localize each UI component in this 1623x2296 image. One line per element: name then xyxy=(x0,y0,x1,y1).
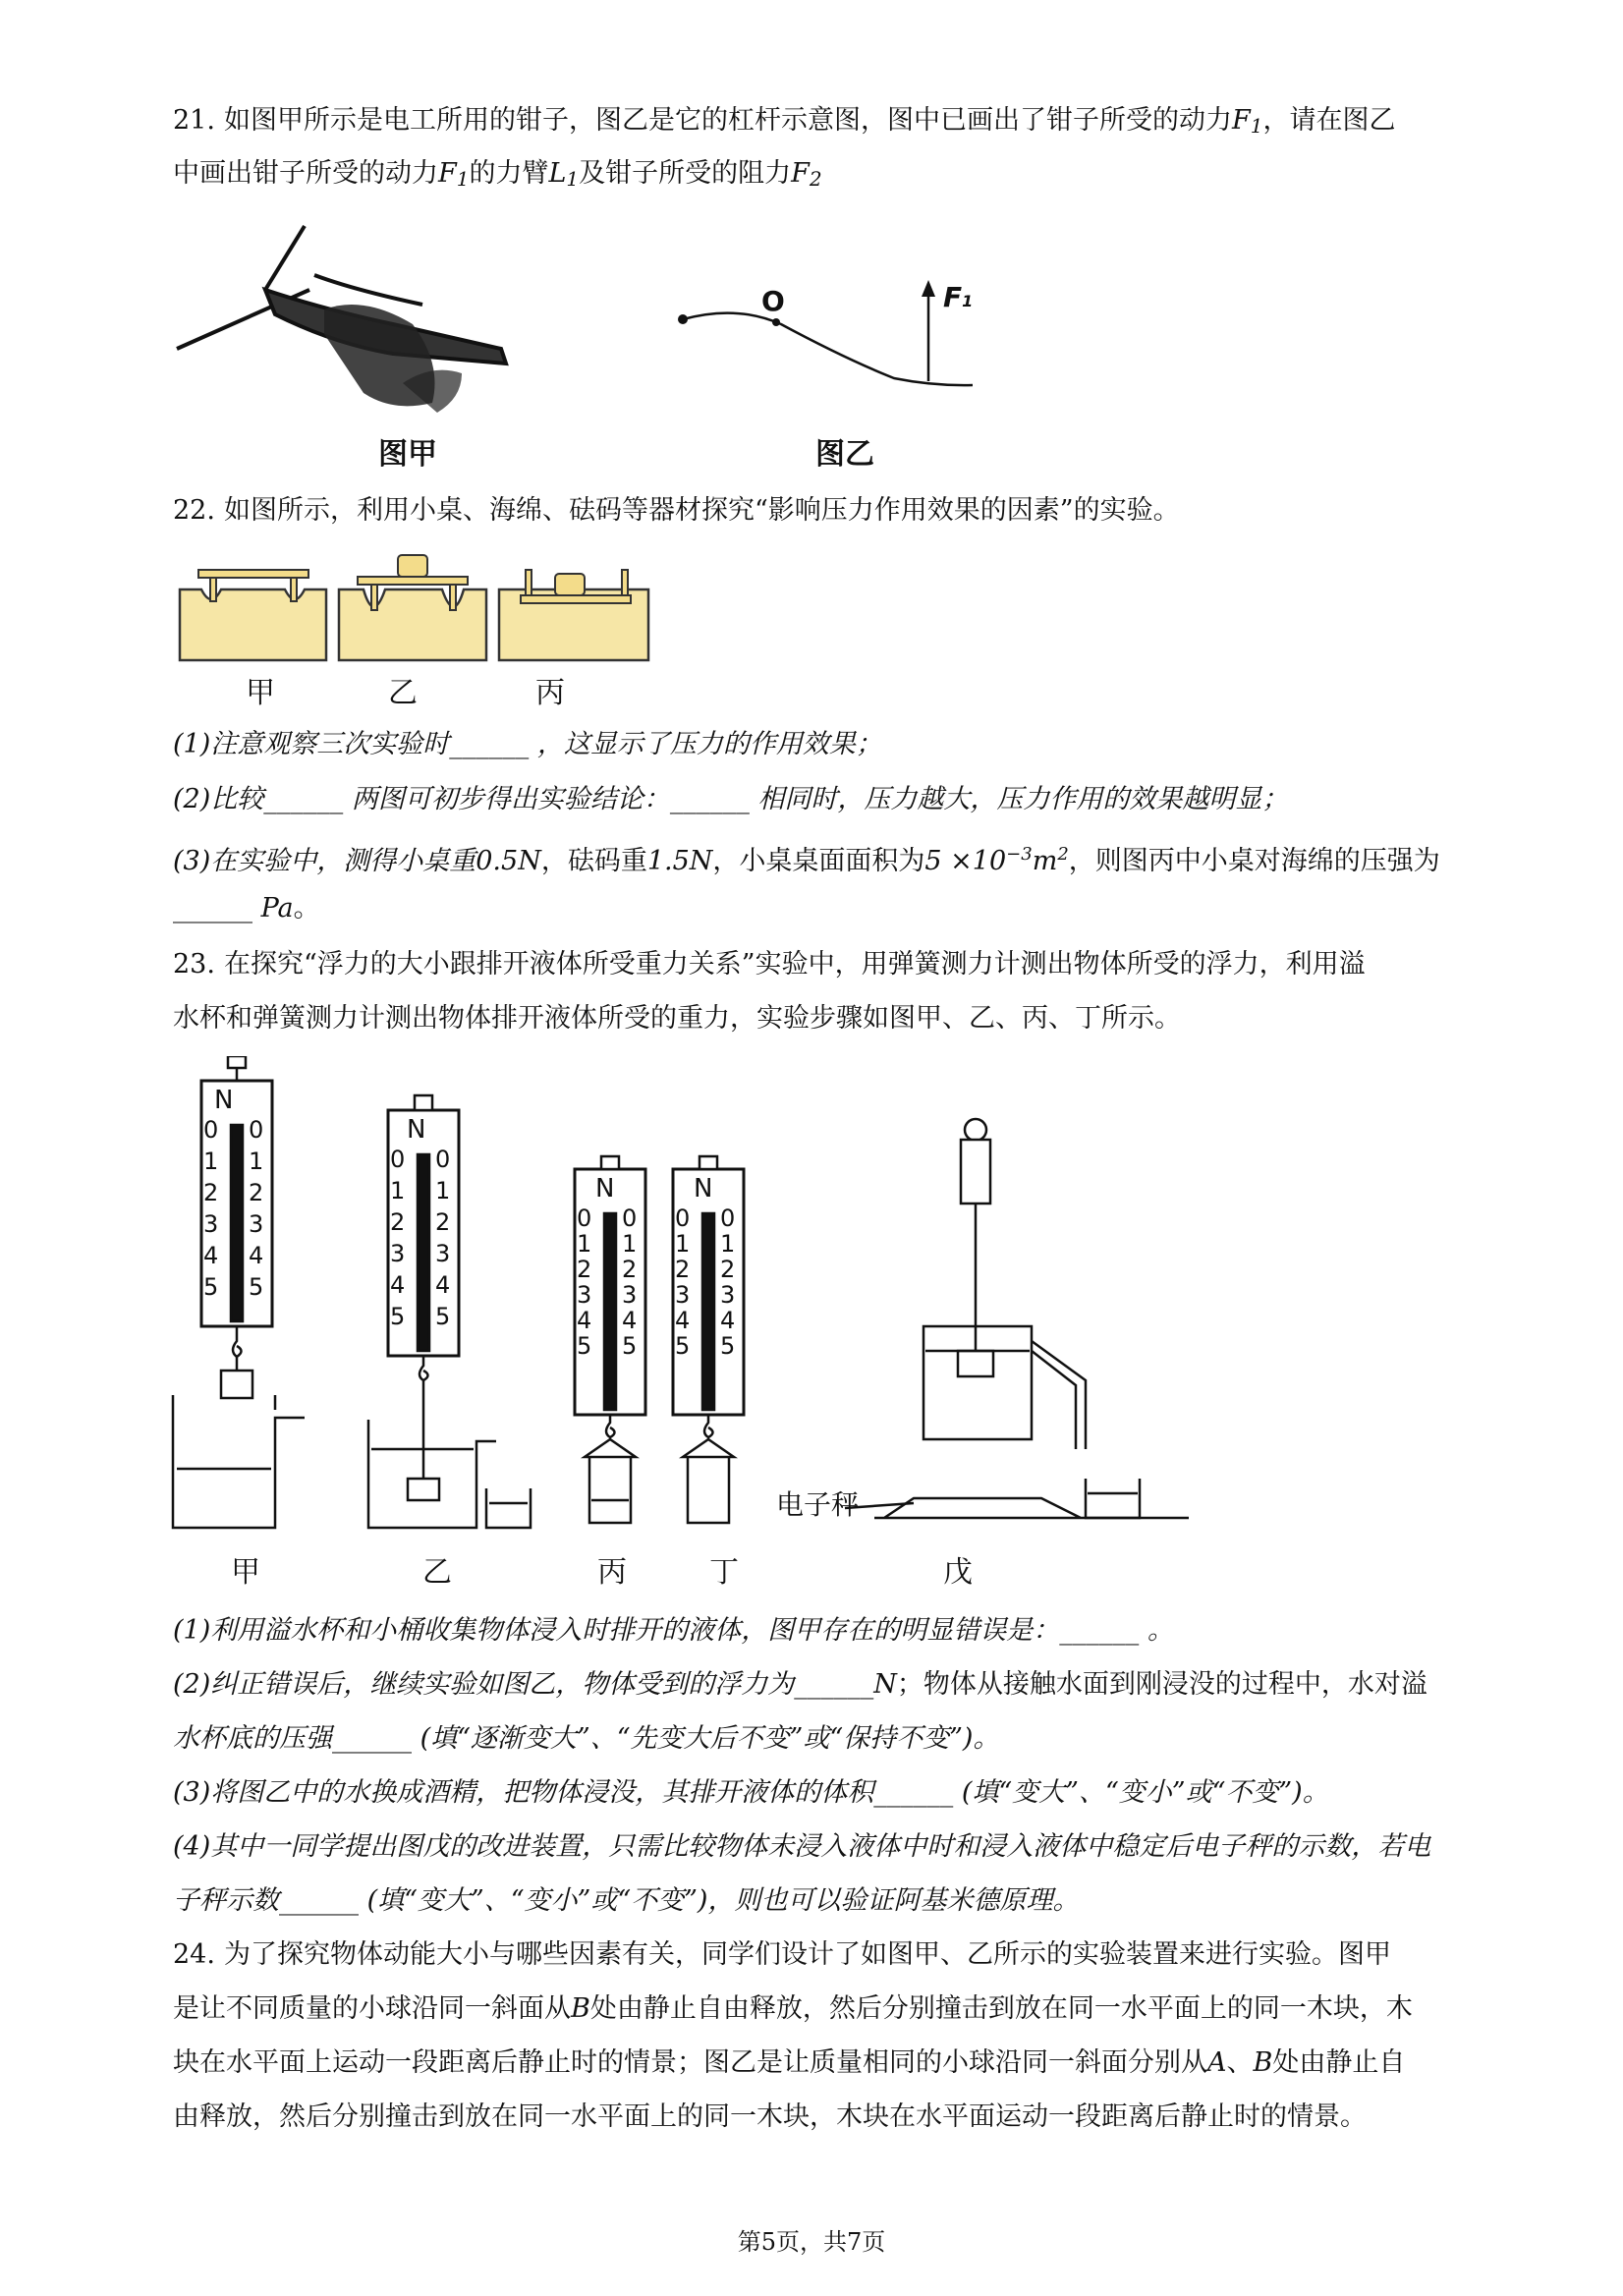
meter-tick-label: 1 xyxy=(390,1177,406,1204)
meter-tick-label: 1 xyxy=(203,1148,219,1175)
meter-tick-label: 5 xyxy=(720,1332,736,1360)
meter-tick-label: 4 xyxy=(622,1307,638,1334)
meter-tick-label: 2 xyxy=(435,1208,451,1236)
meter-tick-label: 2 xyxy=(675,1256,691,1283)
q22-label-bing: 丙 xyxy=(535,676,565,710)
meter-tick-label: 1 xyxy=(675,1230,691,1258)
meter-tick-label: 1 xyxy=(577,1230,592,1258)
sponge-figure xyxy=(177,550,658,668)
meter-tick-label: 4 xyxy=(577,1307,592,1334)
q22-label-jia: 甲 xyxy=(246,676,275,710)
meter-tick-label: 5 xyxy=(622,1332,638,1360)
meter-tick-label: 3 xyxy=(203,1210,219,1238)
q23-label-jia: 甲 xyxy=(231,1555,260,1590)
meter-tick-label: 1 xyxy=(622,1230,638,1258)
q22-p1: (1)注意观察三次实验时______ ，这显示了压力的作用效果； xyxy=(173,729,882,759)
meter-tick-label: 4 xyxy=(249,1242,264,1269)
q23-line1: 23. 在探究“浮力的大小跟排开液体所受重力关系”实验中，用弹簧测力计测出物体所受的浮力，利用溢 xyxy=(173,949,1366,980)
meter-tick-label: 0 xyxy=(390,1146,406,1173)
meter-tick-label: 2 xyxy=(720,1256,736,1283)
meter-tick-label: 3 xyxy=(675,1281,691,1309)
meter-tick-label: 0 xyxy=(675,1204,691,1232)
q24-line2: 是让不同质量的小球沿同一斜面从B处由静止自由释放，然后分别撞击到放在同一水平面上的同一木块，木 xyxy=(173,1993,1413,2024)
meter-tick-label: 2 xyxy=(203,1179,219,1206)
electronic-scale-label: 电子秤 xyxy=(776,1488,860,1521)
q24-line3: 块在水平面上运动一段距离后静止时的情景；图乙是让质量相同的小球沿同一斜面分别从A、B处由静止自 xyxy=(173,2047,1406,2078)
meter-tick-label: 5 xyxy=(435,1303,451,1330)
meter-tick-label: 4 xyxy=(675,1307,691,1334)
meter-tick-label: 4 xyxy=(435,1271,451,1299)
meter-tick-label: 5 xyxy=(249,1273,264,1301)
q23-label-yi: 乙 xyxy=(422,1555,452,1590)
meter-tick-label: 2 xyxy=(577,1256,592,1283)
meter-tick-label: 3 xyxy=(435,1240,451,1267)
q22-label-yi: 乙 xyxy=(388,676,418,710)
q22-p3-answer: ______ Pa。 xyxy=(173,893,320,924)
meter-tick-label: 5 xyxy=(577,1332,592,1360)
q22-intro: 22. 如图所示，利用小桌、海绵、砝码等器材探究“影响压力作用效果的因素”的实验。 xyxy=(173,495,1180,526)
meter-tick-label: 5 xyxy=(675,1332,691,1360)
q22-p2: (2)比较______ 两图可初步得出实验结论：______ 相同时，压力越大，压力作用的效果越明显； xyxy=(173,784,1289,814)
meter-tick-label: 1 xyxy=(720,1230,736,1258)
fig-jia-caption-text: 图甲 xyxy=(378,437,437,472)
meter-yi-unit: N xyxy=(407,1115,426,1145)
meter-tick-label: 4 xyxy=(390,1271,406,1299)
q23-p2-cont: 水杯底的压强______ (填“逐渐变大”、“先变大后不变”或“保持不变”)。 xyxy=(173,1723,1000,1754)
lever-label-o: O xyxy=(761,285,785,317)
meter-tick-label: 3 xyxy=(720,1281,736,1309)
meter-jia-unit: N xyxy=(214,1086,234,1115)
q23-p3: (3)将图乙中的水换成酒精，把物体浸没，其排开液体的体积______ (填“变大”、“变小”或“不变”)。 xyxy=(173,1777,1329,1808)
meter-tick-label: 4 xyxy=(720,1307,736,1334)
q23-line2: 水杯和弹簧测力计测出物体排开液体所受的重力，实验步骤如图甲、乙、丙、丁所示。 xyxy=(173,1003,1181,1034)
q23-p2: (2)纠正错误后，继续实验如图乙，物体受到的浮力为______N；物体从接触水面到刚浸没的过程中，水对溢 xyxy=(173,1669,1427,1700)
meter-tick-label: 1 xyxy=(249,1148,264,1175)
meter-tick-label: 1 xyxy=(435,1177,451,1204)
q24-line1: 24. 为了探究物体动能大小与哪些因素有关，同学们设计了如图甲、乙所示的实验装置来进行实验。图甲 xyxy=(173,1939,1391,1970)
q23-label-ding: 丁 xyxy=(709,1555,739,1590)
q21-number: 21. xyxy=(173,105,215,136)
meter-tick-label: 4 xyxy=(203,1242,219,1269)
meter-tick-label: 0 xyxy=(249,1116,264,1144)
pliers-figure xyxy=(167,216,540,422)
meter-tick-label: 3 xyxy=(622,1281,638,1309)
meter-tick-label: 0 xyxy=(577,1204,592,1232)
q24-line4: 由释放，然后分别撞击到放在同一水平面上的同一木块，木块在水平面运动一段距离后静止时的情景。 xyxy=(173,2101,1367,2132)
fig-yi-caption: 图乙 xyxy=(815,437,874,472)
lever-label-f1: F1 xyxy=(943,281,974,313)
meter-tick-label: 2 xyxy=(622,1256,638,1283)
q21-line2: 中画出钳子所受的动力$F_1$的力臂$L_1$及钳子所受的阻力$F_2$ xyxy=(173,158,822,191)
page-footer: 第5页，共7页 xyxy=(737,2228,886,2256)
q23-p1: (1)利用溢水杯和小桶收集物体浸入时排开的液体，图甲存在的明显错误是：______ 。 xyxy=(173,1615,1174,1646)
meter-tick-label: 3 xyxy=(249,1210,264,1238)
meter-tick-label: 3 xyxy=(577,1281,592,1309)
meter-tick-label: 0 xyxy=(720,1204,736,1232)
meter-tick-label: 0 xyxy=(203,1116,219,1144)
q23-p4-cont: 子秤示数______ (填“变大”、“变小”或“不变”)，则也可以验证阿基米德原理。 xyxy=(173,1885,1080,1916)
q23-label-bing: 丙 xyxy=(597,1555,627,1590)
q23-p4: (4)其中一同学提出图戊的改进装置，只需比较物体未浸入液体中时和浸入液体中稳定后电子秤的示数，若电 xyxy=(173,1831,1431,1862)
meter-tick-label: 0 xyxy=(622,1204,638,1232)
q22-p3: (3)在实验中，测得小桌重0.5N，砝码重1.5N，小桌桌面面积为$5 \times 10^{-3}m^2$，则图丙中小桌对海绵的压强为 xyxy=(173,844,1440,876)
meter-tick-label: 2 xyxy=(390,1208,406,1236)
meter-tick-label: 0 xyxy=(435,1146,451,1173)
meter-tick-label: 5 xyxy=(390,1303,406,1330)
meter-tick-label: 2 xyxy=(249,1179,264,1206)
meter-tick-label: 5 xyxy=(203,1273,219,1301)
q21-line1: 21. 如图甲所示是电工所用的钳子，图乙是它的杠杆示意图，图中已画出了钳子所受的动力$F_1$，请在图乙 xyxy=(173,101,1529,145)
meter-tick-label: 3 xyxy=(390,1240,406,1267)
meter-bing-unit: N xyxy=(595,1174,615,1204)
meter-ding-unit: N xyxy=(694,1174,713,1204)
q23-label-wu: 戊 xyxy=(943,1555,973,1590)
